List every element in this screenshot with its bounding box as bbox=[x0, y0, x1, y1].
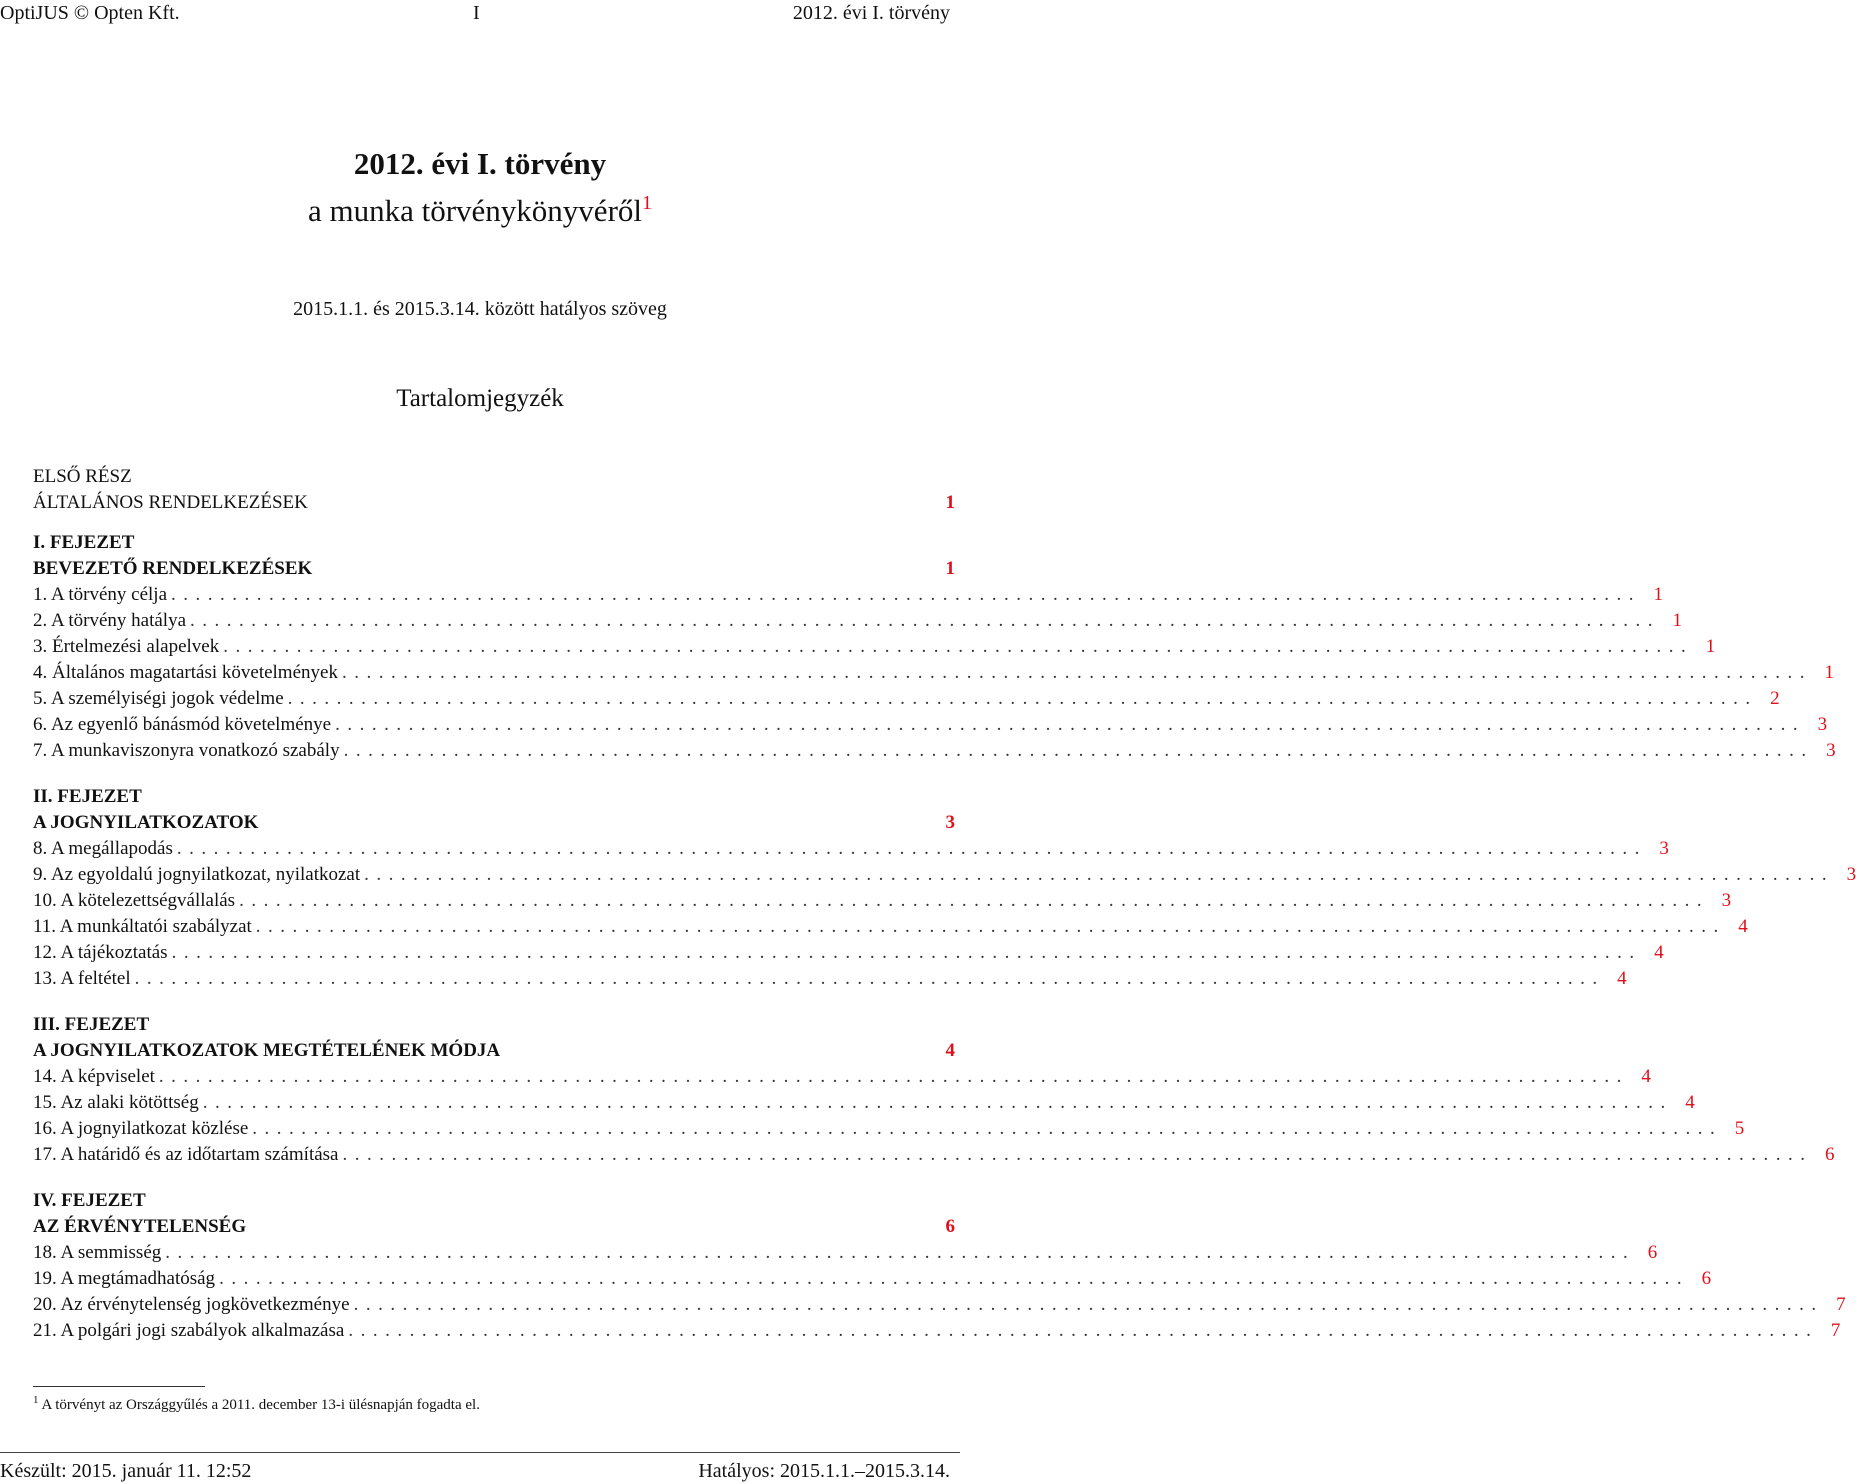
chapter-page-link[interactable]: 6 bbox=[945, 1216, 955, 1237]
toc-entry[interactable] bbox=[33, 1266, 1712, 1292]
dot-leader: ........................................................................................................................ bbox=[335, 714, 1806, 735]
toc-entry-title: 3. Értelmezési alapelvek bbox=[33, 636, 220, 657]
footnote-link[interactable]: 1 bbox=[642, 192, 653, 214]
dot-leader: ........................................................................................................................ bbox=[171, 584, 1642, 605]
footer-rule bbox=[0, 1452, 960, 1453]
chapter-title: A JOGNYILATKOZATOK bbox=[33, 812, 259, 833]
toc-entry-page-link[interactable]: 4 bbox=[1654, 942, 1664, 963]
dot-leader: ........................................................................................................................ bbox=[134, 968, 1605, 989]
footnote-text: A törvényt az Országgyűlés a 2011. december 13-i ülésnapján fogadta el. bbox=[41, 1397, 480, 1413]
toc-entry-page-link[interactable]: 4 bbox=[1738, 916, 1748, 937]
toc-entry-page-link[interactable]: 1 bbox=[1653, 584, 1664, 605]
toc-entry-title: 10. A kötelezettségvállalás bbox=[33, 890, 236, 911]
toc-entry-page-link[interactable]: 3 bbox=[1817, 714, 1828, 735]
toc-entry[interactable] bbox=[33, 940, 1664, 966]
footnote bbox=[33, 1390, 480, 1415]
toc-chapter bbox=[33, 784, 1856, 992]
toc-entry[interactable] bbox=[33, 862, 1856, 888]
toc-entry-page-link[interactable]: 6 bbox=[1647, 1242, 1658, 1263]
toc-entry-page-link[interactable]: 1 bbox=[1705, 636, 1716, 657]
toc-entry[interactable] bbox=[33, 582, 1664, 608]
chapter-title-row[interactable] bbox=[33, 810, 955, 836]
toc-chapters bbox=[33, 530, 1856, 1344]
toc-entry[interactable] bbox=[33, 836, 1669, 862]
dot-leader: ........................................................................................................................ bbox=[252, 1118, 1723, 1139]
dot-leader: ........................................................................................................................ bbox=[202, 1092, 1673, 1113]
part-label: ELSŐ RÉSZ bbox=[33, 466, 132, 487]
chapter-label: II. FEJEZET bbox=[33, 786, 142, 807]
toc-entry-title: 12. A tájékoztatás bbox=[33, 942, 168, 963]
toc-entry[interactable] bbox=[33, 1142, 1835, 1168]
toc-entry-title: 5. A személyiségi jogok védelme bbox=[33, 688, 284, 709]
toc-entry-title: 15. Az alaki kötöttség bbox=[33, 1092, 199, 1113]
header-publisher: OptiJUS © Opten Kft. bbox=[0, 2, 180, 24]
toc-heading: Tartalomjegyzék bbox=[396, 385, 564, 412]
toc-entry-title: 2. A törvény hatálya bbox=[33, 610, 187, 631]
footer-created: Készült: 2015. január 11. 12:52 bbox=[0, 1460, 252, 1482]
toc-entry-page-link[interactable]: 4 bbox=[1641, 1066, 1651, 1087]
toc-entry-title: 11. A munkáltatói szabályzat bbox=[33, 916, 252, 937]
toc-chapter bbox=[33, 530, 1836, 764]
toc-entry-page-link[interactable]: 4 bbox=[1617, 968, 1627, 989]
dot-leader: ........................................................................................................................ bbox=[341, 662, 1812, 683]
validity-text: 2015.1.1. és 2015.3.14. között hatályos szöveg bbox=[293, 298, 667, 320]
toc-entry-title: 21. A polgári jogi szabályok alkalmazása bbox=[33, 1320, 345, 1341]
dot-leader: ........................................................................................................................ bbox=[223, 636, 1694, 657]
running-header bbox=[0, 0, 950, 28]
dot-leader: ........................................................................................................................ bbox=[171, 942, 1642, 963]
chapter-page-link[interactable]: 1 bbox=[945, 558, 955, 579]
dot-leader: ........................................................................................................................ bbox=[190, 610, 1661, 631]
toc-entry[interactable] bbox=[33, 686, 1780, 712]
chapter-label: IV. FEJEZET bbox=[33, 1190, 146, 1211]
toc-entry[interactable] bbox=[33, 888, 1732, 914]
chapter-title: A JOGNYILATKOZATOK MEGTÉTELÉNEK MÓDJA bbox=[33, 1040, 501, 1061]
page-footer bbox=[0, 1458, 950, 1484]
table-of-contents bbox=[33, 464, 1856, 1344]
toc-entry[interactable] bbox=[33, 738, 1836, 764]
toc-entry-title: 4. Általános magatartási követelmények bbox=[33, 662, 338, 683]
dot-leader: ........................................................................................................................ bbox=[348, 1320, 1819, 1341]
header-page-number: I bbox=[473, 2, 480, 24]
toc-entry[interactable] bbox=[33, 1064, 1651, 1090]
dot-leader: ........................................................................................................................ bbox=[165, 1242, 1636, 1263]
toc-entry[interactable] bbox=[33, 712, 1828, 738]
header-law-title: 2012. évi I. törvény bbox=[792, 2, 950, 24]
toc-entry-title: 20. Az érvénytelenség jogkövetkezménye bbox=[33, 1294, 350, 1315]
toc-entry-page-link[interactable]: 3 bbox=[1659, 838, 1669, 859]
dot-leader: ........................................................................................................................ bbox=[343, 740, 1814, 761]
footer-validity: Hatályos: 2015.1.1.–2015.3.14. bbox=[698, 1460, 950, 1482]
toc-entry-title: 16. A jognyilatkozat közlése bbox=[33, 1118, 249, 1139]
toc-entry[interactable] bbox=[33, 914, 1748, 940]
chapter-label: III. FEJEZET bbox=[33, 1014, 150, 1035]
chapter-title: BEVEZETŐ RENDELKEZÉSEK bbox=[33, 558, 313, 579]
chapter-label: I. FEJEZET bbox=[33, 532, 135, 553]
dot-leader: ........................................................................................................................ bbox=[239, 890, 1710, 911]
toc-entry-title: 17. A határidő és az időtartam számítása bbox=[33, 1144, 339, 1165]
footnote-mark: 1 bbox=[33, 1394, 39, 1406]
footnote-rule bbox=[33, 1386, 205, 1387]
dot-leader: ........................................................................................................................ bbox=[255, 916, 1726, 937]
toc-entry-page-link[interactable]: 6 bbox=[1701, 1268, 1712, 1289]
title-line-2-text: a munka törvénykönyvéről bbox=[307, 193, 643, 228]
toc-entry-title: 1. A törvény célja bbox=[33, 584, 168, 605]
part-title: ÁLTALÁNOS RENDELKEZÉSEK bbox=[33, 492, 308, 513]
toc-entry-page-link[interactable]: 1 bbox=[1672, 610, 1683, 631]
toc-entry-page-link[interactable]: 5 bbox=[1734, 1118, 1745, 1139]
dot-leader: ........................................................................................................................ bbox=[158, 1066, 1629, 1087]
chapter-title-row[interactable] bbox=[33, 556, 955, 582]
toc-chapter bbox=[33, 1012, 1835, 1168]
toc-entry-page-link[interactable]: 6 bbox=[1824, 1144, 1835, 1165]
chapter-page-link[interactable]: 3 bbox=[945, 812, 955, 833]
toc-entry-page-link[interactable]: 4 bbox=[1685, 1092, 1695, 1113]
toc-entry-title: 13. A feltétel bbox=[33, 968, 131, 989]
toc-entry[interactable] bbox=[33, 1240, 1658, 1266]
toc-entry-page-link[interactable]: 1 bbox=[1824, 662, 1834, 683]
toc-entry[interactable] bbox=[33, 966, 1627, 992]
toc-entry[interactable] bbox=[33, 660, 1834, 686]
toc-entry-page-link[interactable]: 3 bbox=[1826, 740, 1836, 761]
toc-entry-page-link[interactable]: 3 bbox=[1721, 890, 1732, 911]
document-title bbox=[0, 145, 960, 231]
toc-entry-page-link[interactable]: 2 bbox=[1770, 688, 1780, 709]
dot-leader: ........................................................................................................................ bbox=[364, 864, 1835, 885]
dot-leader: ........................................................................................................................ bbox=[342, 1144, 1813, 1165]
toc-chapter bbox=[33, 1188, 1846, 1344]
toc-entry-page-link[interactable]: 7 bbox=[1830, 1320, 1841, 1341]
dot-leader: ........................................................................................................................ bbox=[219, 1268, 1690, 1289]
toc-part bbox=[33, 464, 955, 516]
chapter-title-row[interactable] bbox=[33, 1038, 955, 1064]
title-line-1: 2012. évi I. törvény bbox=[353, 146, 607, 181]
toc-entry-title: 6. Az egyenlő bánásmód követelménye bbox=[33, 714, 332, 735]
chapter-title: AZ ÉRVÉNYTELENSÉG bbox=[33, 1216, 247, 1237]
toc-entry-title: 8. A megállapodás bbox=[33, 838, 173, 859]
toc-entry[interactable] bbox=[33, 1292, 1846, 1318]
part-title-row[interactable] bbox=[33, 490, 955, 516]
toc-entry[interactable] bbox=[33, 1116, 1745, 1142]
toc-entry-title: 14. A képviselet bbox=[33, 1066, 155, 1087]
dot-leader: ........................................................................................................................ bbox=[353, 1294, 1824, 1315]
toc-entry[interactable] bbox=[33, 608, 1683, 634]
toc-entry-page-link[interactable]: 3 bbox=[1846, 864, 1856, 885]
toc-entry[interactable] bbox=[33, 1318, 1841, 1344]
toc-entry-title: 18. A semmisség bbox=[33, 1242, 162, 1263]
chapter-title-row[interactable] bbox=[33, 1214, 955, 1240]
dot-leader: ........................................................................................................................ bbox=[287, 688, 1758, 709]
part-page-link[interactable]: 1 bbox=[945, 492, 955, 513]
toc-entry[interactable] bbox=[33, 1090, 1695, 1116]
toc-entry-title: 19. A megtámadhatóság bbox=[33, 1268, 216, 1289]
chapter-page-link[interactable]: 4 bbox=[945, 1040, 955, 1061]
toc-entry-title: 7. A munkaviszonyra vonatkozó szabály bbox=[33, 740, 340, 761]
toc-entry-page-link[interactable]: 7 bbox=[1836, 1294, 1846, 1315]
title-line-2 bbox=[0, 183, 960, 231]
toc-entry[interactable] bbox=[33, 634, 1716, 660]
toc-entry-title: 9. Az egyoldalú jognyilatkozat, nyilatkozat bbox=[33, 864, 361, 885]
dot-leader: ........................................................................................................................ bbox=[176, 838, 1647, 859]
